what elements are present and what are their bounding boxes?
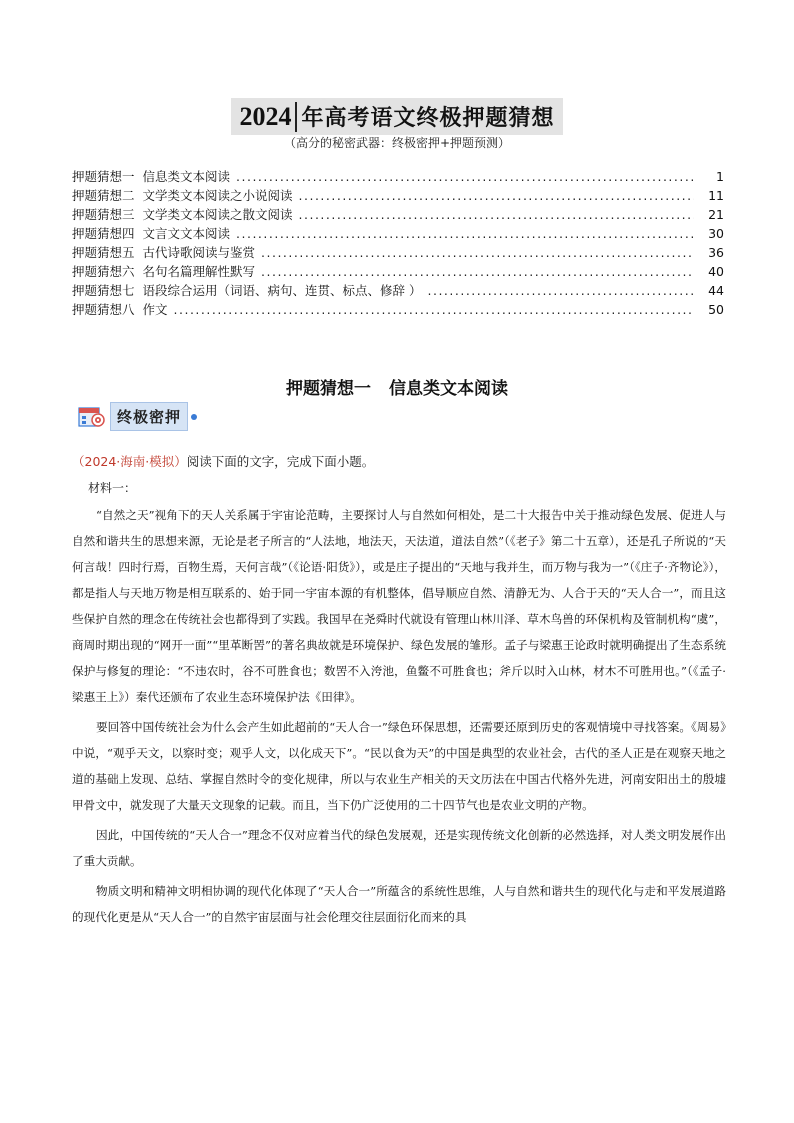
toc-row[interactable]	[72, 167, 724, 186]
badge-dot	[191, 414, 197, 420]
toc-page-number: 44	[708, 283, 724, 298]
paragraph: 因此，中国传统的“天人合一”理念不仅对应着当代的绿色发展观，还是实现传统文化创新的必然选择，对人类文明发展作出了重大贡献。	[72, 828, 726, 868]
toc-entry: 押题猜想四 文言文文本阅读	[72, 226, 231, 241]
toc-entry: 押题猜想八 作文	[72, 302, 168, 317]
paragraph: 要回答中国传统社会为什么会产生如此超前的“天人合一”绿色环保思想，还需要还原到历史的客观情境中寻找答案。《周易》中说，“观乎天文，以察时变；观乎人文，以化成天下”。“民以食为天”的中国是典型的农业社会，古代的圣人正是在观察天地之道的基础上发现、总结、掌握自然时令的变化规律，所以与农业生产相关的天文历法在中国古代格外先进，河南安阳出土的殷墟甲骨文中，就发现了大量天文现象的记载。而且，当下仍广泛使用的二十四节气也是农业文明的产物。	[72, 720, 726, 812]
toc-leader	[236, 226, 694, 241]
toc-leader	[299, 188, 694, 203]
calendar-target-icon	[78, 404, 108, 430]
toc-page-number: 21	[708, 207, 724, 222]
section-topic: 信息类文本阅读	[389, 379, 508, 399]
toc-page-number: 30	[708, 226, 724, 241]
title-banner	[231, 98, 562, 135]
toc-row[interactable]	[72, 205, 724, 224]
toc-leader	[299, 207, 694, 222]
article-body	[72, 452, 726, 930]
toc-row[interactable]	[72, 281, 724, 300]
toc-leader	[174, 302, 694, 317]
toc-entry: 押题猜想七 语段综合运用（词语、病句、连贯、标点、修辞 ）	[72, 283, 422, 298]
title-row	[0, 98, 794, 135]
question-instruction: 阅读下面的文字，完成下面小题。	[186, 454, 375, 469]
toc-entry: 押题猜想三 文学类文本阅读之散文阅读	[72, 207, 293, 222]
toc-page-number: 11	[708, 188, 724, 203]
toc-row[interactable]	[72, 262, 724, 281]
toc-row[interactable]	[72, 300, 724, 319]
table-of-contents	[72, 167, 724, 319]
toc-entry: 押题猜想二 文学类文本阅读之小说阅读	[72, 188, 293, 203]
paragraph: 物质文明和精神文明相协调的现代化体现了“天人合一”所蕴含的系统性思维，人与自然和谐共生的现代化与走和平发展道路的现代化更是从“天人合一”的自然宇宙层面与社会伦理交往层面衍化而来的具	[72, 884, 726, 924]
subtitle: （高分的秘密武器：终极密押+押题预测）	[283, 136, 511, 150]
badge-label: 终极密押	[110, 402, 188, 431]
section-label: 押题猜想一	[286, 379, 371, 399]
section-heading	[0, 374, 794, 399]
toc-leader	[261, 245, 694, 260]
page-title: 年高考语文终极押题猜想	[301, 106, 555, 131]
paragraph: “自然之天”视角下的天人关系属于宇宙论范畴，主要探讨人与自然如何相处，是二十大报告中关于推动绿色发展、促进人与自然和谐共生的思想来源，无论是老子所言的“人法地，地法天，天法道，道法自然”（《老子》第二十五章），还是孔子所说的“天何言哉！四时行焉，百物生焉，天何言哉”（《论语·阳货》），或是庄子提出的“天地与我并生，而万物与我为一”（《庄子·齐物论》），都是指人与天地万物是相互联系的、始于同一宇宙本源的有机整体，倡导顺应自然、清静无为、人合于天的“天人合一”，而且这些保护自然的理念在传统社会也都得到了实践。我国早在尧舜时代就设有管理山林川泽、草木鸟兽的环保机构及管制机构“虞”，商周时期出现的“网开一面”“里革断罟”的著名典故就是环境保护、绿色发展的雏形。孟子与梁惠王论政时就明确提出了生态系统保护与修复的理论：“不违农时，谷不可胜食也；数罟不入洿池，鱼鳖不可胜食也；斧斤以时入山林，材木不可胜用也。”（《孟子·梁惠王上》）秦代还颁布了农业生态环境保护法《田律》。	[72, 508, 726, 704]
toc-page-number: 40	[708, 264, 724, 279]
material-label: 材料一：	[88, 481, 137, 495]
toc-page-number: 1	[716, 169, 724, 184]
toc-entry: 押题猜想六 名句名篇理解性默写	[72, 264, 256, 279]
toc-leader	[428, 283, 695, 298]
toc-page-number: 36	[708, 245, 724, 260]
toc-row[interactable]	[72, 243, 724, 262]
toc-page-number: 50	[708, 302, 724, 317]
toc-entry: 押题猜想五 古代诗歌阅读与鉴赏	[72, 245, 256, 260]
toc-leader	[261, 264, 694, 279]
badge-row	[78, 402, 197, 431]
toc-leader	[236, 169, 694, 184]
question-intro	[72, 452, 726, 472]
toc-row[interactable]	[72, 186, 724, 205]
title-year: 2024	[235, 102, 297, 132]
toc-entry: 押题猜想一 信息类文本阅读	[72, 169, 231, 184]
toc-row[interactable]	[72, 224, 724, 243]
question-source: （2024·海南·模拟）	[72, 454, 187, 469]
